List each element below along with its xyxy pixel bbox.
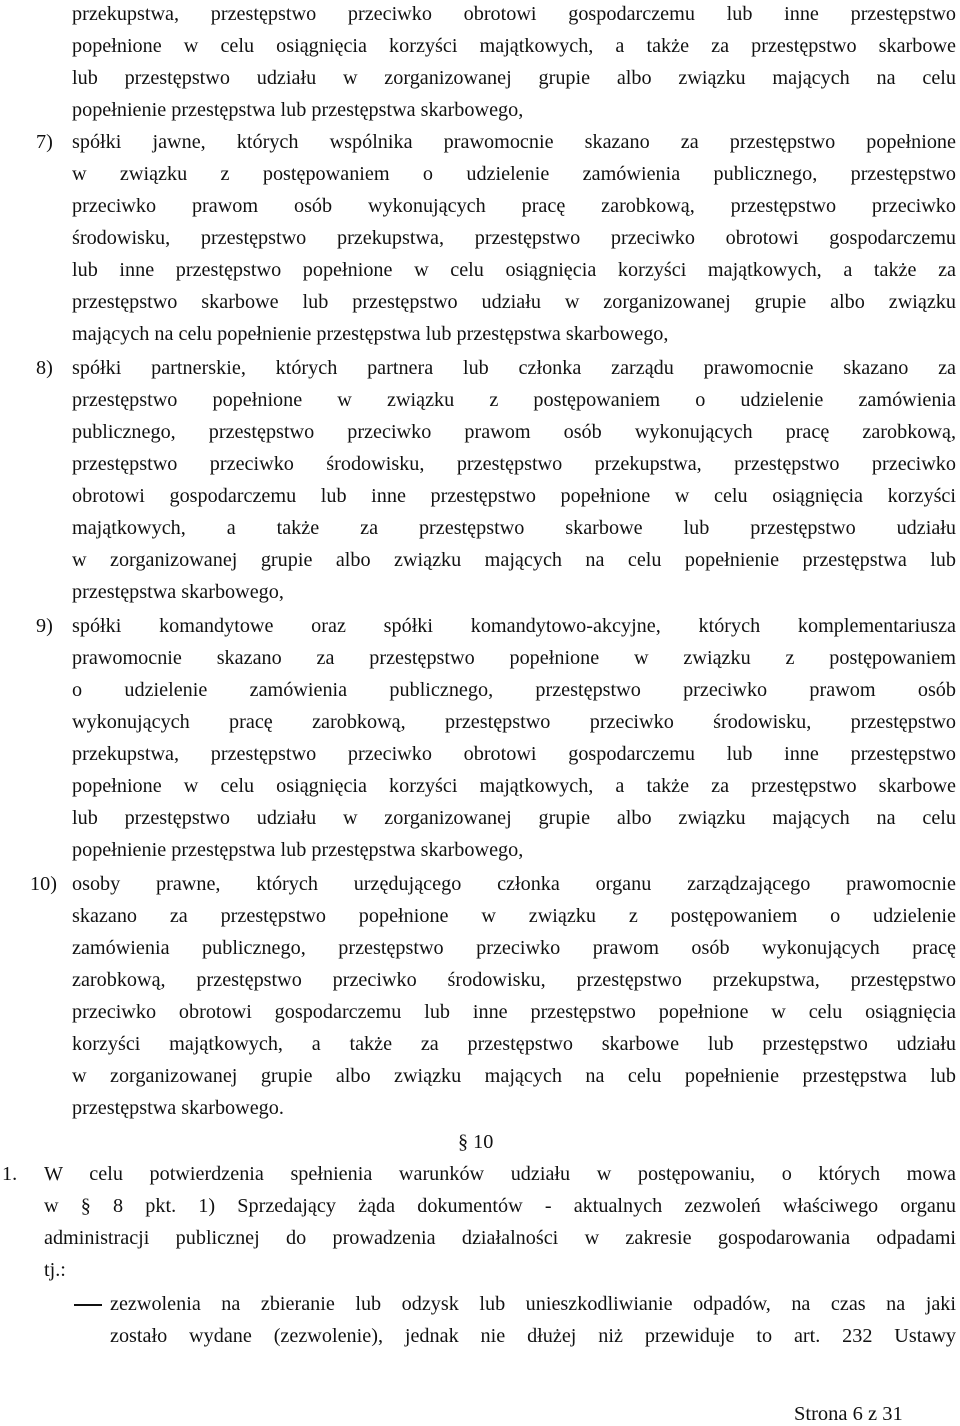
text-line: publicznego, przestępstwo przeciwko prawom osób wykonujących pracę zarobkową,	[72, 421, 956, 443]
section-heading: § 10	[458, 1131, 494, 1153]
text-line: w zorganizowanej grupie albo związku mających na celu popełnienie przestępstwa lub	[72, 549, 956, 571]
text-line: popełnienie przestępstwa lub przestępstwa skarbowego,	[72, 839, 524, 861]
text-line: w § 8 pkt. 1) Sprzedający żąda dokumentów - aktualnych zezwoleń właściwego organu	[44, 1195, 956, 1217]
text-line: mających na celu popełnienie przestępstwa lub przestępstwa skarbowego,	[72, 323, 669, 345]
text-line: prawomocnie skazano za przestępstwo popełnione w związku z postępowaniem	[72, 647, 956, 669]
text-line: lub przestępstwo udziału w zorganizowanej grupie albo związku mających na celu	[72, 807, 956, 829]
list-item-marker: 8)	[36, 357, 53, 379]
paragraph-number: 1.	[2, 1163, 18, 1185]
text-line: korzyści majątkowych, a także za przestępstwo skarbowe lub przestępstwo udziału	[72, 1033, 956, 1055]
text-line: popełnienie przestępstwa lub przestępstwa skarbowego,	[72, 99, 524, 121]
text-line: obrotowi gospodarczemu lub inne przestępstwo popełnione w celu osiągnięcia korzyści	[72, 485, 956, 507]
text-line: spółki jawne, których wspólnika prawomocnie skazano za przestępstwo popełnione	[72, 131, 956, 153]
text-line: zarobkową, przestępstwo przeciwko środowisku, przestępstwo przekupstwa, przestępstwo	[72, 969, 956, 991]
text-line: w zorganizowanej grupie albo związku mających na celu popełnienie przestępstwa lub	[72, 1065, 956, 1087]
text-line: majątkowych, a także za przestępstwo skarbowe lub przestępstwo udziału	[72, 517, 956, 539]
text-line: popełnione w celu osiągnięcia korzyści majątkowych, a także za przestępstwo skarbowe	[72, 35, 956, 57]
text-line: popełnione w celu osiągnięcia korzyści majątkowych, a także za przestępstwo skarbowe	[72, 775, 956, 797]
text-line: tj.:	[44, 1259, 66, 1281]
text-line: osoby prawne, których urzędującego członka organu zarządzającego prawomocnie	[72, 873, 956, 895]
text-line: przestępstwa skarbowego,	[72, 581, 284, 603]
text-line: wykonujących pracę zarobkową, przestępstwo przeciwko środowisku, przestępstwo	[72, 711, 956, 733]
text-line: przestępstwa skarbowego.	[72, 1097, 284, 1119]
text-line: lub inne przestępstwo popełnione w celu osiągnięcia korzyści majątkowych, a także za	[72, 259, 956, 281]
text-line: zezwolenia na zbieranie lub odzysk lub unieszkodliwianie odpadów, na czas na jaki	[110, 1293, 956, 1315]
list-item-marker: 7)	[36, 131, 53, 153]
text-line: skazano za przestępstwo popełnione w związku z postępowaniem o udzielenie	[72, 905, 956, 927]
text-line: przeciwko prawom osób wykonujących pracę zarobkową, przestępstwo przeciwko	[72, 195, 956, 217]
list-item-marker: 10)	[30, 873, 57, 895]
list-item-marker: 9)	[36, 615, 53, 637]
text-line: zamówienia publicznego, przestępstwo przeciwko prawom osób wykonujących pracę	[72, 937, 956, 959]
text-line: spółki komandytowe oraz spółki komandytowo-akcyjne, których komplementariusza	[72, 615, 956, 637]
dash-bullet-icon	[74, 1304, 102, 1306]
text-line: zostało wydane (zezwolenie), jednak nie dłużej niż przewiduje to art. 232 Ustawy	[110, 1325, 956, 1347]
text-line: przeciwko obrotowi gospodarczemu lub inne przestępstwo popełnione w celu osiągnięcia	[72, 1001, 956, 1023]
text-line: przestępstwo popełnione w związku z postępowaniem o udzielenie zamówienia	[72, 389, 956, 411]
text-line: o udzielenie zamówienia publicznego, przestępstwo przeciwko prawom osób	[72, 679, 956, 701]
text-line: administracji publicznej do prowadzenia działalności w zakresie gospodarowania odpadami	[44, 1227, 956, 1249]
text-line: przestępstwo skarbowe lub przestępstwo udziału w zorganizowanej grupie albo związku	[72, 291, 956, 313]
page-number: Strona 6 z 31	[794, 1403, 903, 1425]
text-line: przestępstwo przeciwko środowisku, przestępstwo przekupstwa, przestępstwo przeciwko	[72, 453, 956, 475]
text-line: spółki partnerskie, których partnera lub członka zarządu prawomocnie skazano za	[72, 357, 956, 379]
text-line: środowisku, przestępstwo przekupstwa, przestępstwo przeciwko obrotowi gospodarczemu	[72, 227, 956, 249]
text-line: przekupstwa, przestępstwo przeciwko obrotowi gospodarczemu lub inne przestępstwo	[72, 743, 956, 765]
text-line: przekupstwa, przestępstwo przeciwko obrotowi gospodarczemu lub inne przestępstwo	[72, 3, 956, 25]
text-line: lub przestępstwo udziału w zorganizowanej grupie albo związku mających na celu	[72, 67, 956, 89]
text-line: w związku z postępowaniem o udzielenie zamówienia publicznego, przestępstwo	[72, 163, 956, 185]
text-line: W celu potwierdzenia spełnienia warunków udziału w postępowaniu, o których mowa	[44, 1163, 956, 1185]
